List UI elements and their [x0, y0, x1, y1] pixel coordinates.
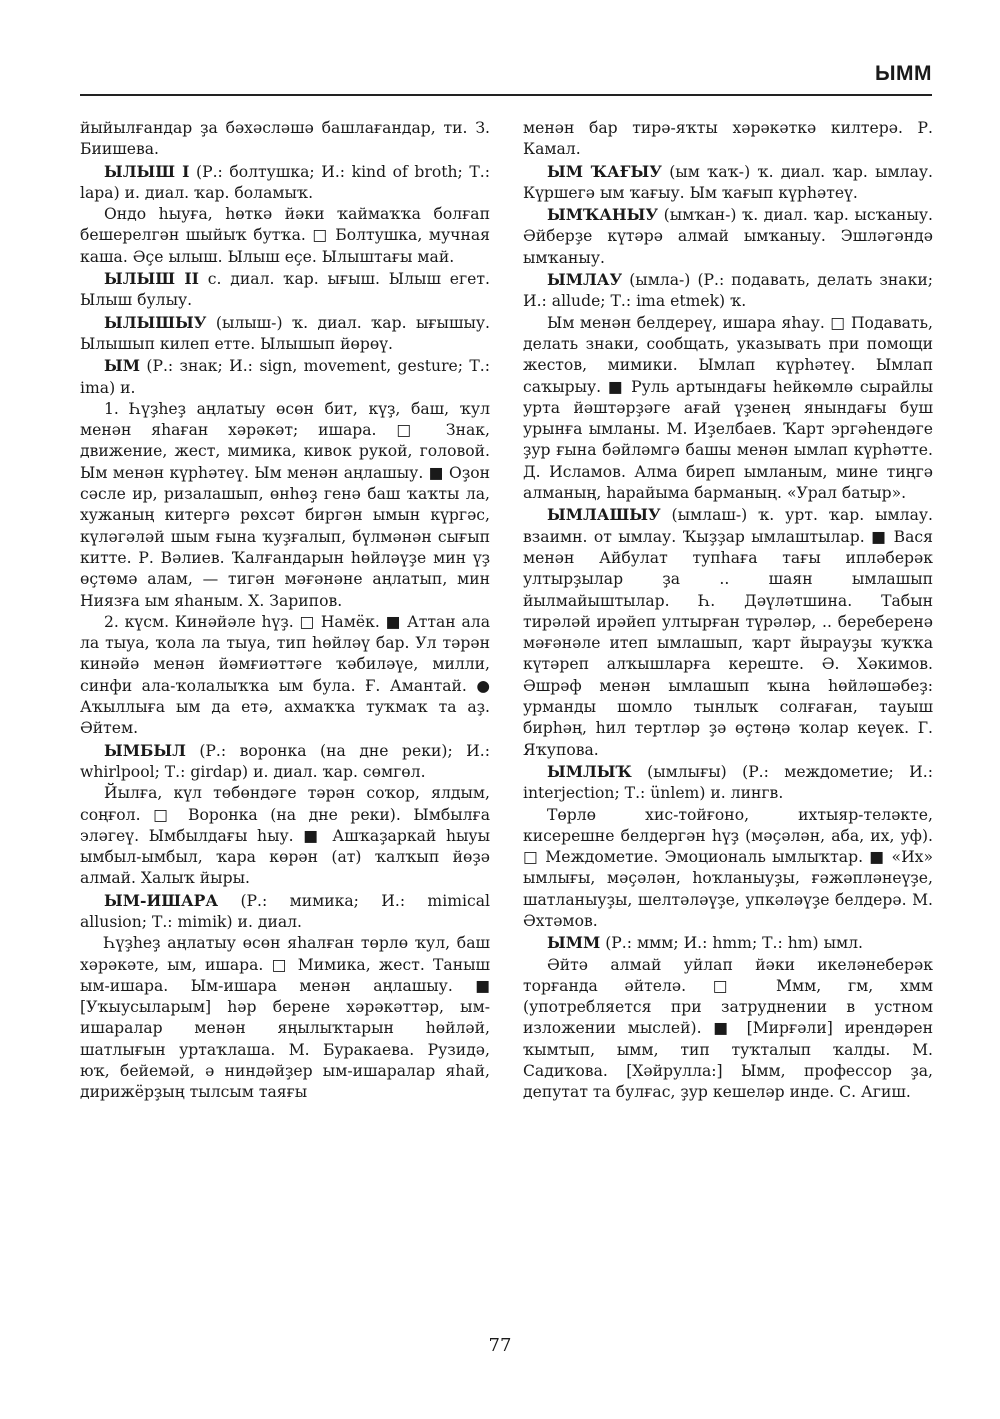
headword: ЫЛЫШ II [104, 269, 199, 289]
continuation-text: менән бар тирә-яҡты хәрәкәткә килтерә. Р. Камал. [523, 119, 933, 159]
entry-gloss: с. диал. ҡар. ығыш. Ылыш егет. Ылыш булыу. [80, 270, 490, 310]
dictionary-entry [80, 740, 490, 784]
dictionary-entry [523, 204, 933, 269]
entry-gloss: (ылыш-) ҡ. диал. ҡар. ығышыу. Ылышып килеп етте. Ылышып йөрөү. [80, 313, 490, 353]
dictionary-entry [523, 504, 933, 761]
headword: ЫМ ҠАҒЫУ [547, 161, 662, 181]
headword: ЫММ [547, 933, 601, 953]
headword: ЫМЛЫҠ [547, 761, 632, 781]
definition-paragraph: Һүҙһеҙ аңлатыу өсөн яһалған төрлө ҡул, баш хәрәкәте, ым, ишара. □ Мимика, жест. Таныш ым-ишара. Ым-ишара менән аңлашыу. ■ [Уҡыусыларым] һәр берене хәрәкәттәр, ым-ишаралар менән яңылыҡтарын һөйләй, шатлығын уртаҡлаша. М. Буракаева. Рузидә, юҡ, бейемәй, ә ниндәйҙер ым-ишаралар яһай, дирижёрҙың тылсым таяғы [80, 934, 490, 1102]
definition-paragraph: Әйтә алмай уйлап йәки икеләнеберәк торғанда әйтелә. □ Ммм, гм, хмм (употребляется при затруднении в устном изложении мыслей). ■ [Мирғәли] ирендәрен ҡымтып, ымм, тип туҡталып ҡалды. М. Садиҡова. [Хәйрулла:] Ымм, профессор ҙа, депутат та булғас, ҙур кешеләр инде. С. Агиш. [523, 955, 933, 1102]
page-number: 77 [488, 1335, 512, 1356]
definition-paragraph: Төрлө хис-тойғоно, ихтыяр-теләкте, кисерешне белдергән һүҙ (мәҫәлән, аба, их, уф). □ Междометие. Эмоциональ ымлыҡтар. ■ «Их» ымлығы, мәҫәлән, һоҡланыуҙы, ғәжәпләнеүҙе, шатланыуҙы, шелтәләүҙе, упкәләүҙе белдерә. М. Әхтәмов. [523, 805, 933, 930]
entry-gloss: (Р.: ммм; И.: hmm; Т.: hm) ымл. [600, 934, 863, 953]
definition-paragraph: 2. күсм. Кинәйәле һүҙ. □ Намёк. ■ Аттан ала ла тыуа, ҡола ла тыуа, тип һөйләү бар. Ул тәрән кинәйә менән йәмғиәттәге ҡәбиләүе, милли, синфи ала-ҡолалыҡҡа ым була. Ғ. Амантай. ● Аҡыллыға ым да етә, ахмаҡҡа туҡмаҡ та аҙ. Әйтем. [80, 612, 490, 738]
page-header [80, 58, 932, 96]
dictionary-entry [80, 890, 490, 934]
entry-gloss: (Р.: болтушка; И.: kind of broth; Т.: lapa) и. диал. ҡар. боламыҡ. [80, 162, 491, 202]
dictionary-entry [80, 268, 490, 312]
dictionary-entry [80, 312, 490, 356]
entry-gloss: (Р.: знак; И.: sign, movement, gesture; Т.: ima) и. [80, 357, 490, 397]
definition-paragraph: Йылға, күл төбөндәге тәрән соҡор, ялдым, соңғол. □ Воронка (на дне реки). Ымбылға эләгеү. Ымбылдағы һыу. ■ Ашҡаҙаркай һыуы ымбыл-ымбыл, ҡара көрән (ат) ҡалҡып йөҙә алмай. Халыҡ йыры. [80, 784, 490, 888]
continuation-text: йыйылғандар ҙа бәхәсләшә башлағандар, ти. З. Биишева. [80, 119, 490, 159]
definition-paragraph: Ондо һыуға, һөткә йәки ҡаймаҡҡа болғап бешерелгән шыйыҡ бутҡа. □ Болтушка, мучная каша. Әҫе ылыш. Ылыш еҫе. Ылыштағы май. [80, 205, 490, 266]
headword: ЫМ [104, 356, 140, 376]
entry-gloss: (Р.: воронка (на дне реки); И.: whirlpool; Т.: girdap) и. диал. ҡар. сөмгөл. [80, 741, 490, 781]
definition-paragraph: 1. Һүҙһеҙ аңлатыу өсөн бит, күҙ, баш, ҡул менән яһаған хәрәкәт; ишара. □ Знак, движение, жест, мимика, кивок рукой, головой. Ым менән күрһәтеү. Ым менән аңлашыу. ■ Оҙон сәсле ир, ризалашып, өнһөҙ генә баш ҡаҡты ла, хужаның китергә рөхсәт биргән ымын күргәс, күләгәләй шым ғына ҡуҙғалып, бүлмәнән сығып китте. Р. Вәлиев. Ҡалғандарын һөйләүҙе мин үҙ өҫтөмә алам, — тигән мәғәнәне аңлатып, мин Ниязға ым яһаным. Х. Зарипов. [80, 399, 490, 610]
entry-gloss: (ым ҡаҡ-) ҡ. диал. ҡар. ымлау. Күршегә ым ҡағыу. Ым ҡағып күрһәтеү. [523, 162, 933, 202]
entry-gloss: (ымҡан-) ҡ. диал. ҡар. ысҡаныу. Әйберҙе күтәрә алмай ымҡаныу. Эшләгәндә ымҡаныу. [523, 206, 933, 267]
running-head: ЫММ [874, 62, 932, 85]
headword: ЫМҠАНЫУ [547, 205, 659, 225]
headword: ЫМЛАУ [547, 270, 623, 290]
headword: ЫЛЫШЫУ [104, 312, 207, 332]
dictionary-entry [523, 761, 933, 805]
headword: ЫМ-ИШАРА [104, 890, 219, 910]
entry-gloss: (ымлаш-) ҡ. урт. ҡар. ымлау. взаимн. от ымлау. Ҡыҙҙар ымлаштылар. ■ Вася менән Айбулат тупһаға тағы ипләберәк ултырҙылар ҙа .. шаян ымлашып йылмайыштылар. Һ. Дәүләтшина. Табын тирәләй ирәйеп ултырған түрәләр, .. береберенә мәғәнәле итеп ымлашып, ҡарт йырауҙы ҡуҡҡа күтәреп алҡышларға кереште. Ә. Хәкимов. Әшрәф менән ымлашып ҡына һөйләшәбеҙ: урманды шомло тынлыҡ солғаған, тауыш бирһәң, һил тертләр ҙә өҫтөңә ҡолар кеүек. Г. Яҡупова. [523, 506, 933, 759]
headword: ЫМЛАШЫУ [547, 505, 661, 525]
dictionary-entry [523, 269, 933, 313]
dictionary-entry [523, 161, 933, 205]
entry-gloss: (ымлығы) (Р.: междометие; И.: interjection; Т.: ünlem) и. лингв. [523, 762, 933, 803]
dictionary-entry [80, 161, 490, 205]
right-column [523, 118, 933, 1104]
definition-paragraph: Ым менән белдереү, ишара яһау. □ Подавать, делать знаки, сообщать, указывать при помощи жестов, мимики. Ымлап күрһәтеү. Ымлап саҡырыу. ■ Руль артындағы һейкөмлө сырайлы урта йәштәрҙәге ағай үҙенең янындағы буш урынға ымланы. М. Иҙелбаев. Ҡарт эргәһендәге ҙур ғына бәйләмгә башы менән ымлап күрһәтте. Д. Исламов. Алма биреп ымланым, мине тиңгә алманың, һарайыма барманың. «Урал батыр». [523, 313, 933, 503]
left-column [80, 118, 490, 1104]
headword: ЫЛЫШ I [104, 161, 190, 181]
dictionary-entry [80, 355, 490, 399]
entry-gloss: (Р.: мимика; И.: mimical allusion; Т.: mimik) и. диал. [80, 891, 490, 931]
headword: ЫМБЫЛ [104, 740, 186, 760]
entry-gloss: (ымла-) (Р.: подавать, делать знаки; И.: allude; Т.: ima etmek) ҡ. [523, 271, 933, 311]
dictionary-entry [523, 932, 933, 954]
